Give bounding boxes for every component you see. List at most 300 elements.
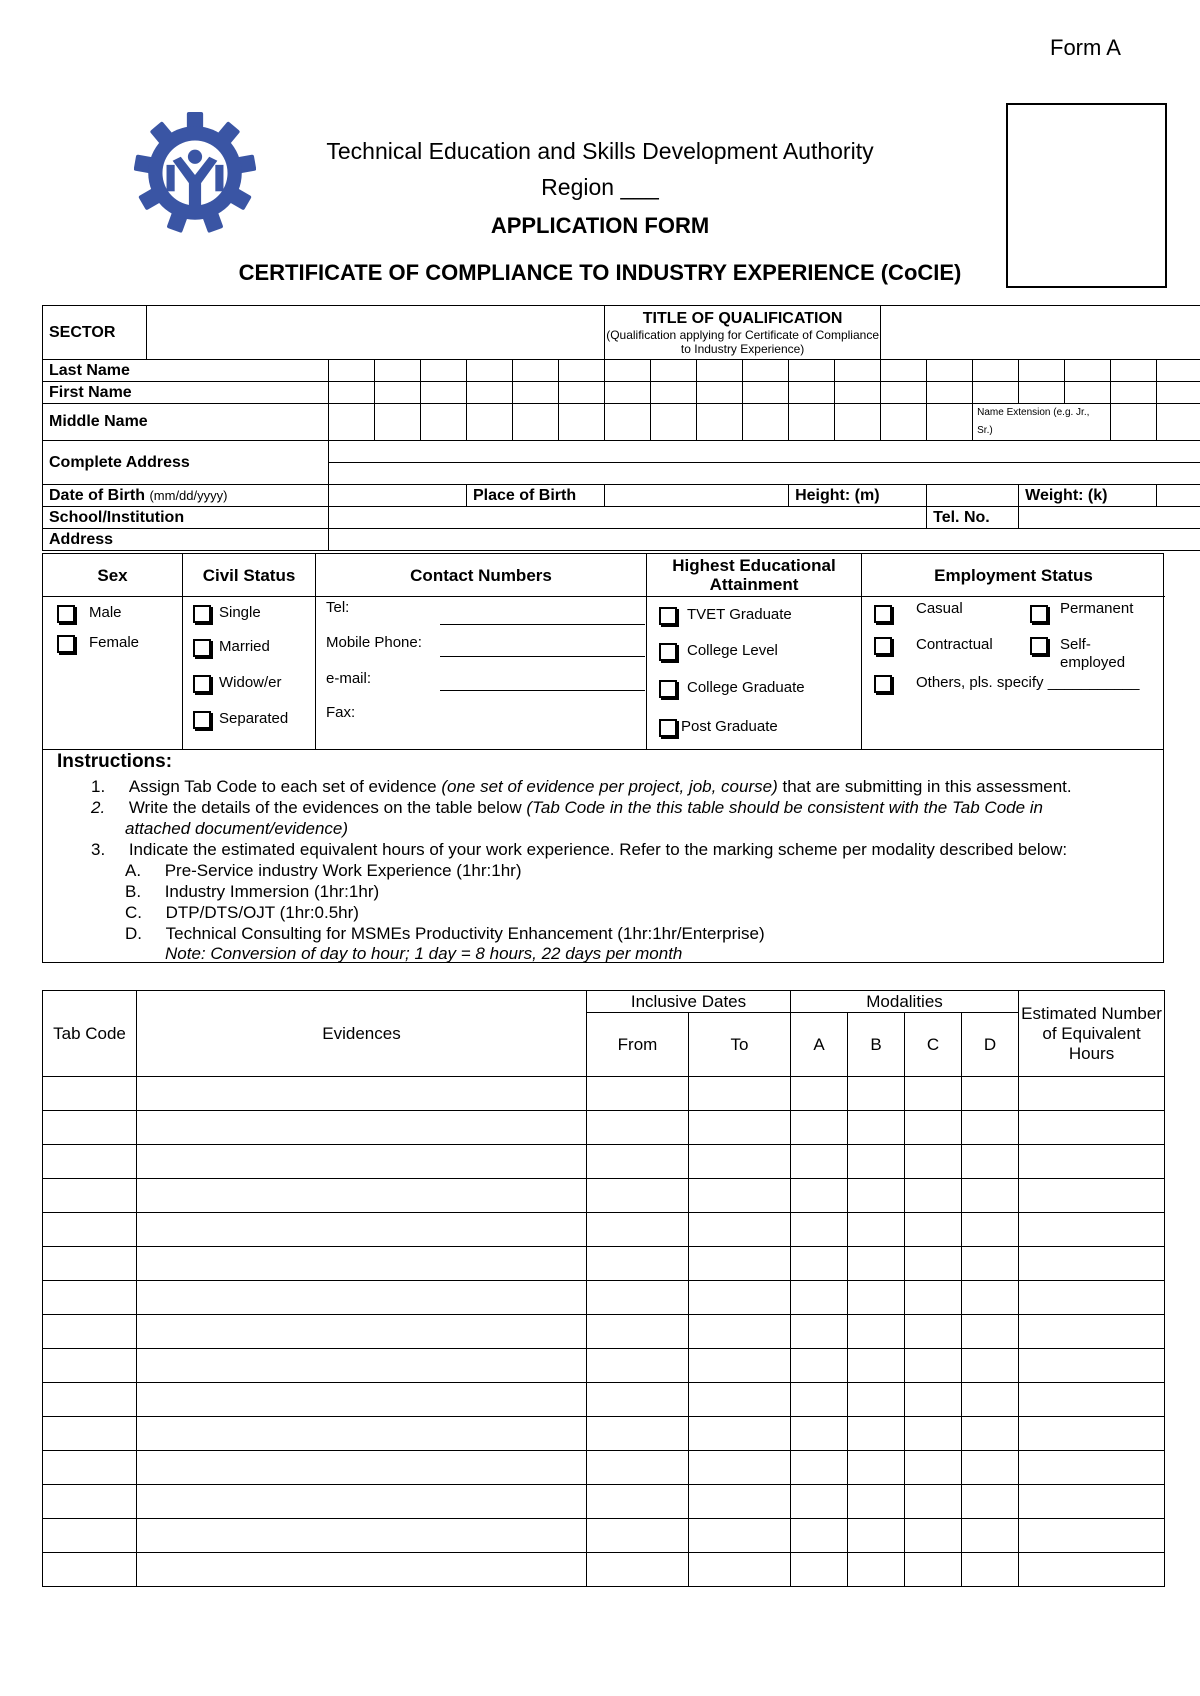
- weight-label: Weight: (k): [1019, 485, 1157, 507]
- form-id: Form A: [1050, 35, 1121, 60]
- evidence-cell[interactable]: [962, 1519, 1019, 1553]
- name-box[interactable]: [1111, 360, 1157, 382]
- evidence-cell[interactable]: [689, 1247, 791, 1281]
- name-extension-label: Name Extension (e.g. Jr., Sr.): [973, 404, 1111, 441]
- contact-header: Contact Numbers: [316, 554, 646, 597]
- last-name-label: Last Name: [43, 360, 329, 382]
- evidence-cell[interactable]: [791, 1077, 848, 1111]
- agency-name: Technical Education and Skills Development Authority: [326, 138, 874, 164]
- evidence-cell[interactable]: [587, 1383, 689, 1417]
- date-of-birth-label: Date of Birth (mm/dd/yyyy): [43, 485, 329, 507]
- evidence-cell[interactable]: [43, 1247, 137, 1281]
- conversion-note: Note: Conversion of day to hour; 1 day = 8 hours, 22 days per month: [165, 944, 683, 963]
- name-box[interactable]: [835, 404, 881, 441]
- contact-fax-line[interactable]: [440, 690, 645, 691]
- name-box[interactable]: [789, 382, 835, 404]
- school-field[interactable]: [329, 507, 927, 529]
- name-box[interactable]: [743, 404, 789, 441]
- photo-box[interactable]: [1006, 103, 1167, 288]
- evidence-cell[interactable]: [905, 1451, 962, 1485]
- evidence-cell[interactable]: [43, 1315, 137, 1349]
- education-option-college-grad[interactable]: College Graduate: [659, 679, 805, 698]
- evidence-cell[interactable]: [137, 1281, 587, 1315]
- name-box[interactable]: [421, 382, 467, 404]
- name-box[interactable]: [559, 404, 605, 441]
- form-name: APPLICATION FORM: [490, 213, 710, 238]
- sex-header: Sex: [43, 554, 182, 597]
- evidence-row: [43, 1077, 1165, 1111]
- evidence-cell[interactable]: [1019, 1553, 1165, 1587]
- name-box[interactable]: [375, 404, 421, 441]
- evidence-cell[interactable]: [689, 1315, 791, 1349]
- sector-label: SECTOR: [43, 306, 147, 360]
- evidence-cell[interactable]: [791, 1451, 848, 1485]
- tel-no-field[interactable]: [1019, 507, 1200, 529]
- evidence-cell[interactable]: [137, 1179, 587, 1213]
- evidence-cell[interactable]: [43, 1213, 137, 1247]
- evidence-cell[interactable]: [848, 1213, 905, 1247]
- education-option-tvet[interactable]: TVET Graduate: [659, 606, 792, 625]
- evidence-cell[interactable]: [848, 1519, 905, 1553]
- checkbox[interactable]: [659, 643, 677, 661]
- name-box[interactable]: [467, 360, 513, 382]
- education-option-post-grad[interactable]: Post Graduate: [659, 718, 778, 737]
- evidence-cell[interactable]: [791, 1247, 848, 1281]
- evidence-cell[interactable]: [962, 1349, 1019, 1383]
- evidence-cell[interactable]: [905, 1179, 962, 1213]
- evidence-cell[interactable]: [905, 1383, 962, 1417]
- employment-column: [862, 554, 1165, 749]
- employment-option-others[interactable]: Others, pls. specify ___________: [874, 674, 1139, 693]
- name-box[interactable]: [421, 360, 467, 382]
- evidence-cell[interactable]: [848, 1315, 905, 1349]
- evidence-cell[interactable]: [587, 1077, 689, 1111]
- tab-code-header: Tab Code: [43, 991, 137, 1077]
- name-box[interactable]: [1157, 404, 1200, 441]
- evidence-cell[interactable]: [848, 1179, 905, 1213]
- evidence-row: [43, 1145, 1165, 1179]
- employment-option-self-employed[interactable]: Self-employed: [1030, 636, 1140, 672]
- checkbox[interactable]: [659, 719, 677, 737]
- contact-mobile-label: Mobile Phone:: [326, 634, 422, 651]
- place-of-birth-label: Place of Birth: [467, 485, 605, 507]
- name-box[interactable]: [1157, 382, 1200, 404]
- evidence-cell[interactable]: [689, 1553, 791, 1587]
- certificate-title: CERTIFICATE OF COMPLIANCE TO INDUSTRY EXPERIENCE (CoCIE): [238, 260, 962, 285]
- evidence-cell[interactable]: [137, 1247, 587, 1281]
- evidence-cell[interactable]: [43, 1383, 137, 1417]
- evidence-cell[interactable]: [137, 1145, 587, 1179]
- evidence-cell[interactable]: [962, 1281, 1019, 1315]
- checkbox[interactable]: [1030, 605, 1048, 623]
- civil-option-widower[interactable]: Widow/er: [193, 674, 282, 693]
- evidence-cell[interactable]: [848, 1485, 905, 1519]
- evidence-cell[interactable]: [962, 1111, 1019, 1145]
- name-box[interactable]: [927, 360, 973, 382]
- instructions-box: [42, 749, 1164, 963]
- evidence-cell[interactable]: [791, 1485, 848, 1519]
- complete-address-label: Complete Address: [43, 441, 329, 485]
- name-box[interactable]: [329, 404, 375, 441]
- evidence-cell[interactable]: [1019, 1213, 1165, 1247]
- tel-no-label: Tel. No.: [927, 507, 1019, 529]
- inclusive-dates-header: Inclusive Dates: [587, 991, 791, 1013]
- date-of-birth-field[interactable]: [329, 485, 467, 507]
- evidence-cell[interactable]: [962, 1247, 1019, 1281]
- evidence-cell[interactable]: [905, 1213, 962, 1247]
- checkbox[interactable]: [193, 675, 211, 693]
- name-box[interactable]: [881, 404, 927, 441]
- evidence-cell[interactable]: [689, 1349, 791, 1383]
- contact-fax-label: Fax:: [326, 704, 356, 721]
- evidence-cell[interactable]: [905, 1519, 962, 1553]
- evidence-cell[interactable]: [791, 1553, 848, 1587]
- checkbox[interactable]: [193, 639, 211, 657]
- evidence-cell[interactable]: [137, 1349, 587, 1383]
- evidence-cell[interactable]: [905, 1417, 962, 1451]
- name-box[interactable]: [789, 360, 835, 382]
- sex-option-male[interactable]: Male: [57, 604, 122, 623]
- evidence-cell[interactable]: [43, 1281, 137, 1315]
- evidence-cell[interactable]: [848, 1451, 905, 1485]
- evidence-cell[interactable]: [137, 1315, 587, 1349]
- evidence-cell[interactable]: [689, 1111, 791, 1145]
- evidence-cell[interactable]: [43, 1553, 137, 1587]
- civil-status-header: Civil Status: [183, 554, 315, 597]
- education-column: [647, 554, 862, 749]
- modality-c-header: C: [905, 1013, 962, 1077]
- personal-info-table: [42, 305, 1200, 551]
- to-header: To: [689, 1013, 791, 1077]
- evidence-cell[interactable]: [137, 1111, 587, 1145]
- name-box[interactable]: [375, 360, 421, 382]
- name-box[interactable]: [421, 404, 467, 441]
- evidence-cell[interactable]: [689, 1145, 791, 1179]
- name-box[interactable]: [881, 360, 927, 382]
- name-box[interactable]: [559, 360, 605, 382]
- evidence-cell[interactable]: [905, 1145, 962, 1179]
- evidence-cell[interactable]: [137, 1519, 587, 1553]
- evidence-cell[interactable]: [587, 1111, 689, 1145]
- evidence-cell[interactable]: [137, 1451, 587, 1485]
- name-box[interactable]: [467, 382, 513, 404]
- complete-address-field-2[interactable]: [329, 463, 1200, 485]
- evidence-cell[interactable]: [689, 1179, 791, 1213]
- evidence-cell[interactable]: [137, 1383, 587, 1417]
- evidence-cell[interactable]: [1019, 1519, 1165, 1553]
- name-box[interactable]: [973, 360, 1019, 382]
- evidence-cell[interactable]: [689, 1451, 791, 1485]
- name-box[interactable]: [651, 404, 697, 441]
- evidence-cell[interactable]: [791, 1349, 848, 1383]
- name-box[interactable]: [697, 360, 743, 382]
- name-box[interactable]: [1111, 382, 1157, 404]
- evidence-table: [42, 990, 1165, 1587]
- evidence-cell[interactable]: [905, 1553, 962, 1587]
- place-of-birth-field[interactable]: [605, 485, 789, 507]
- evidences-header: Evidences: [137, 991, 587, 1077]
- evidence-cell[interactable]: [1019, 1179, 1165, 1213]
- evidence-cell[interactable]: [1019, 1315, 1165, 1349]
- evidence-cell[interactable]: [689, 1077, 791, 1111]
- evidence-cell[interactable]: [962, 1179, 1019, 1213]
- evidence-cell[interactable]: [43, 1349, 137, 1383]
- evidence-cell[interactable]: [689, 1383, 791, 1417]
- name-box[interactable]: [835, 382, 881, 404]
- modality-d: D. Technical Consulting for MSMEs Productivity Enhancement (1hr:1hr/Enterprise): [125, 924, 765, 943]
- evidence-cell[interactable]: [43, 1179, 137, 1213]
- name-box[interactable]: [789, 404, 835, 441]
- evidence-cell[interactable]: [905, 1111, 962, 1145]
- evidence-row: [43, 1519, 1165, 1553]
- evidence-cell[interactable]: [791, 1111, 848, 1145]
- employment-option-casual[interactable]: Casual: [874, 600, 963, 623]
- evidence-cell[interactable]: [791, 1179, 848, 1213]
- complete-address-field[interactable]: [329, 441, 1200, 463]
- evidence-cell[interactable]: [1019, 1281, 1165, 1315]
- height-field[interactable]: [927, 485, 1019, 507]
- evidence-cell[interactable]: [1019, 1349, 1165, 1383]
- estimated-hours-header: Estimated Number of Equivalent Hours: [1019, 991, 1165, 1077]
- evidence-cell[interactable]: [962, 1213, 1019, 1247]
- evidence-cell[interactable]: [587, 1315, 689, 1349]
- checkbox[interactable]: [57, 635, 75, 653]
- name-box[interactable]: [467, 404, 513, 441]
- checkbox[interactable]: [874, 675, 892, 693]
- instruction-item-3: 3. Indicate the estimated equivalent hours of your work experience. Refer to the marking scheme per modality described below:: [91, 840, 1068, 859]
- name-box[interactable]: [513, 404, 559, 441]
- evidence-row: [43, 1315, 1165, 1349]
- modality-c: C. DTP/DTS/OJT (1hr:0.5hr): [125, 903, 359, 922]
- name-box[interactable]: [1065, 382, 1111, 404]
- evidence-cell[interactable]: [848, 1145, 905, 1179]
- evidence-cell[interactable]: [962, 1485, 1019, 1519]
- evidence-cell[interactable]: [137, 1213, 587, 1247]
- contact-tel-label: Tel:: [326, 599, 350, 616]
- name-box[interactable]: [835, 360, 881, 382]
- sector-field[interactable]: [147, 306, 605, 360]
- name-box[interactable]: [1111, 404, 1157, 441]
- evidence-cell[interactable]: [587, 1485, 689, 1519]
- name-box[interactable]: [743, 382, 789, 404]
- evidence-cell[interactable]: [962, 1417, 1019, 1451]
- name-box[interactable]: [927, 404, 973, 441]
- checkbox[interactable]: [193, 605, 211, 623]
- name-box[interactable]: [1019, 360, 1065, 382]
- evidence-cell[interactable]: [43, 1417, 137, 1451]
- name-box[interactable]: [1065, 360, 1111, 382]
- evidence-row: [43, 1179, 1165, 1213]
- evidence-cell[interactable]: [962, 1145, 1019, 1179]
- evidence-cell[interactable]: [137, 1553, 587, 1587]
- name-box[interactable]: [375, 382, 421, 404]
- name-box[interactable]: [329, 382, 375, 404]
- evidence-cell[interactable]: [791, 1213, 848, 1247]
- checkbox[interactable]: [1030, 637, 1048, 655]
- evidence-cell[interactable]: [791, 1145, 848, 1179]
- evidence-cell[interactable]: [905, 1349, 962, 1383]
- evidence-cell[interactable]: [137, 1077, 587, 1111]
- evidence-cell[interactable]: [587, 1349, 689, 1383]
- evidence-cell[interactable]: [848, 1247, 905, 1281]
- evidence-cell[interactable]: [905, 1077, 962, 1111]
- evidence-cell[interactable]: [43, 1077, 137, 1111]
- name-box[interactable]: [651, 360, 697, 382]
- evidence-cell[interactable]: [962, 1451, 1019, 1485]
- evidence-cell[interactable]: [689, 1417, 791, 1451]
- evidence-row: [43, 1451, 1165, 1485]
- evidence-cell[interactable]: [1019, 1077, 1165, 1111]
- instructions-label: Instructions:: [57, 751, 173, 772]
- contact-email-label: e-mail:: [326, 670, 372, 687]
- region-label: Region ___: [541, 174, 659, 200]
- evidence-cell[interactable]: [905, 1281, 962, 1315]
- employment-header: Employment Status: [862, 554, 1165, 597]
- evidence-cell[interactable]: [1019, 1247, 1165, 1281]
- evidence-cell[interactable]: [1019, 1485, 1165, 1519]
- evidence-cell[interactable]: [689, 1519, 791, 1553]
- evidence-row: [43, 1349, 1165, 1383]
- evidence-cell[interactable]: [587, 1417, 689, 1451]
- evidence-cell[interactable]: [848, 1281, 905, 1315]
- evidence-cell[interactable]: [1019, 1383, 1165, 1417]
- evidence-cell[interactable]: [848, 1417, 905, 1451]
- evidence-cell[interactable]: [905, 1247, 962, 1281]
- evidence-cell[interactable]: [689, 1485, 791, 1519]
- checkbox[interactable]: [659, 680, 677, 698]
- evidence-cell[interactable]: [43, 1485, 137, 1519]
- modality-a-header: A: [791, 1013, 848, 1077]
- status-section: [42, 553, 1164, 750]
- evidence-cell[interactable]: [43, 1111, 137, 1145]
- evidence-cell[interactable]: [962, 1383, 1019, 1417]
- evidence-cell[interactable]: [962, 1077, 1019, 1111]
- name-box[interactable]: [881, 382, 927, 404]
- evidence-row: [43, 1213, 1165, 1247]
- evidence-cell[interactable]: [587, 1519, 689, 1553]
- education-option-college-level[interactable]: College Level: [659, 642, 778, 661]
- evidence-cell[interactable]: [1019, 1111, 1165, 1145]
- evidence-row: [43, 1485, 1165, 1519]
- evidence-cell[interactable]: [587, 1281, 689, 1315]
- name-box[interactable]: [973, 382, 1019, 404]
- name-box[interactable]: [329, 360, 375, 382]
- evidence-cell[interactable]: [43, 1451, 137, 1485]
- evidence-cell[interactable]: [848, 1383, 905, 1417]
- checkbox[interactable]: [874, 637, 892, 655]
- tesda-logo: [134, 112, 256, 234]
- middle-name-label: Middle Name: [43, 404, 329, 441]
- address-label: Address: [43, 529, 329, 551]
- name-box[interactable]: [697, 382, 743, 404]
- evidence-cell[interactable]: [43, 1519, 137, 1553]
- evidence-cell[interactable]: [848, 1553, 905, 1587]
- checkbox[interactable]: [874, 605, 892, 623]
- name-box[interactable]: [559, 382, 605, 404]
- evidence-cell[interactable]: [1019, 1417, 1165, 1451]
- sex-option-female[interactable]: Female: [57, 634, 139, 653]
- evidence-cell[interactable]: [962, 1315, 1019, 1349]
- evidence-cell[interactable]: [689, 1281, 791, 1315]
- name-box[interactable]: [651, 382, 697, 404]
- modality-b: B. Industry Immersion (1hr:1hr): [125, 882, 380, 901]
- name-box[interactable]: [513, 382, 559, 404]
- address-field[interactable]: [329, 529, 1200, 551]
- evidence-cell[interactable]: [587, 1553, 689, 1587]
- name-box[interactable]: [513, 360, 559, 382]
- evidence-cell[interactable]: [587, 1451, 689, 1485]
- from-header: From: [587, 1013, 689, 1077]
- name-box[interactable]: [605, 404, 651, 441]
- evidence-cell[interactable]: [905, 1315, 962, 1349]
- evidence-cell[interactable]: [962, 1553, 1019, 1587]
- evidence-row: [43, 1281, 1165, 1315]
- evidence-cell[interactable]: [137, 1417, 587, 1451]
- contact-mobile-line[interactable]: [440, 624, 645, 625]
- evidence-cell[interactable]: [587, 1145, 689, 1179]
- evidence-cell[interactable]: [43, 1145, 137, 1179]
- evidence-cell[interactable]: [791, 1519, 848, 1553]
- evidence-cell[interactable]: [1019, 1145, 1165, 1179]
- qualification-title-label: TITLE OF QUALIFICATION (Qualification applying for Certificate of Compliance to Industry Experience): [605, 306, 881, 360]
- weight-field[interactable]: [1157, 485, 1200, 507]
- name-box[interactable]: [605, 382, 651, 404]
- evidence-cell[interactable]: [587, 1213, 689, 1247]
- evidence-cell[interactable]: [905, 1485, 962, 1519]
- instruction-item-2: 2. Write the details of the evidences on the table below (Tab Code in the this table should be consistent with the Tab Code in: [91, 798, 1044, 817]
- evidence-cell[interactable]: [587, 1179, 689, 1213]
- modality-d-header: D: [962, 1013, 1019, 1077]
- evidence-cell[interactable]: [791, 1417, 848, 1451]
- employment-option-contractual[interactable]: Contractual: [874, 636, 993, 655]
- civil-option-married[interactable]: Married: [193, 638, 270, 657]
- civil-option-single[interactable]: Single: [193, 604, 261, 623]
- evidence-row: [43, 1553, 1165, 1587]
- evidence-cell[interactable]: [848, 1111, 905, 1145]
- name-box[interactable]: [927, 382, 973, 404]
- checkbox[interactable]: [193, 711, 211, 729]
- contact-column: [316, 554, 647, 749]
- checkbox[interactable]: [57, 605, 75, 623]
- name-box[interactable]: [605, 360, 651, 382]
- contact-email-line[interactable]: [440, 656, 645, 657]
- evidence-row: [43, 1111, 1165, 1145]
- evidence-cell[interactable]: [791, 1315, 848, 1349]
- qualification-title-field[interactable]: [881, 306, 1200, 360]
- checkbox[interactable]: [659, 607, 677, 625]
- evidence-cell[interactable]: [848, 1077, 905, 1111]
- civil-status-column: [183, 554, 316, 749]
- employment-option-permanent[interactable]: Permanent: [1030, 600, 1133, 623]
- evidence-cell[interactable]: [1019, 1451, 1165, 1485]
- instruction-item-2-cont: attached document/evidence): [125, 819, 349, 838]
- height-label: Height: (m): [789, 485, 927, 507]
- name-box[interactable]: [1019, 382, 1065, 404]
- instruction-item-1: 1. Assign Tab Code to each set of evidence (one set of evidence per project, job, course) that are submitting in this assessment.: [91, 777, 1072, 796]
- sex-column: [43, 554, 183, 749]
- evidence-cell[interactable]: [791, 1281, 848, 1315]
- evidence-cell[interactable]: [848, 1349, 905, 1383]
- evidence-cell[interactable]: [587, 1247, 689, 1281]
- evidence-cell[interactable]: [137, 1485, 587, 1519]
- name-box[interactable]: [697, 404, 743, 441]
- civil-option-separated[interactable]: Separated: [193, 710, 288, 729]
- evidence-cell[interactable]: [689, 1213, 791, 1247]
- name-box[interactable]: [743, 360, 789, 382]
- evidence-cell[interactable]: [791, 1383, 848, 1417]
- name-box[interactable]: [1157, 360, 1200, 382]
- education-header: Highest Educational Attainment: [647, 554, 861, 597]
